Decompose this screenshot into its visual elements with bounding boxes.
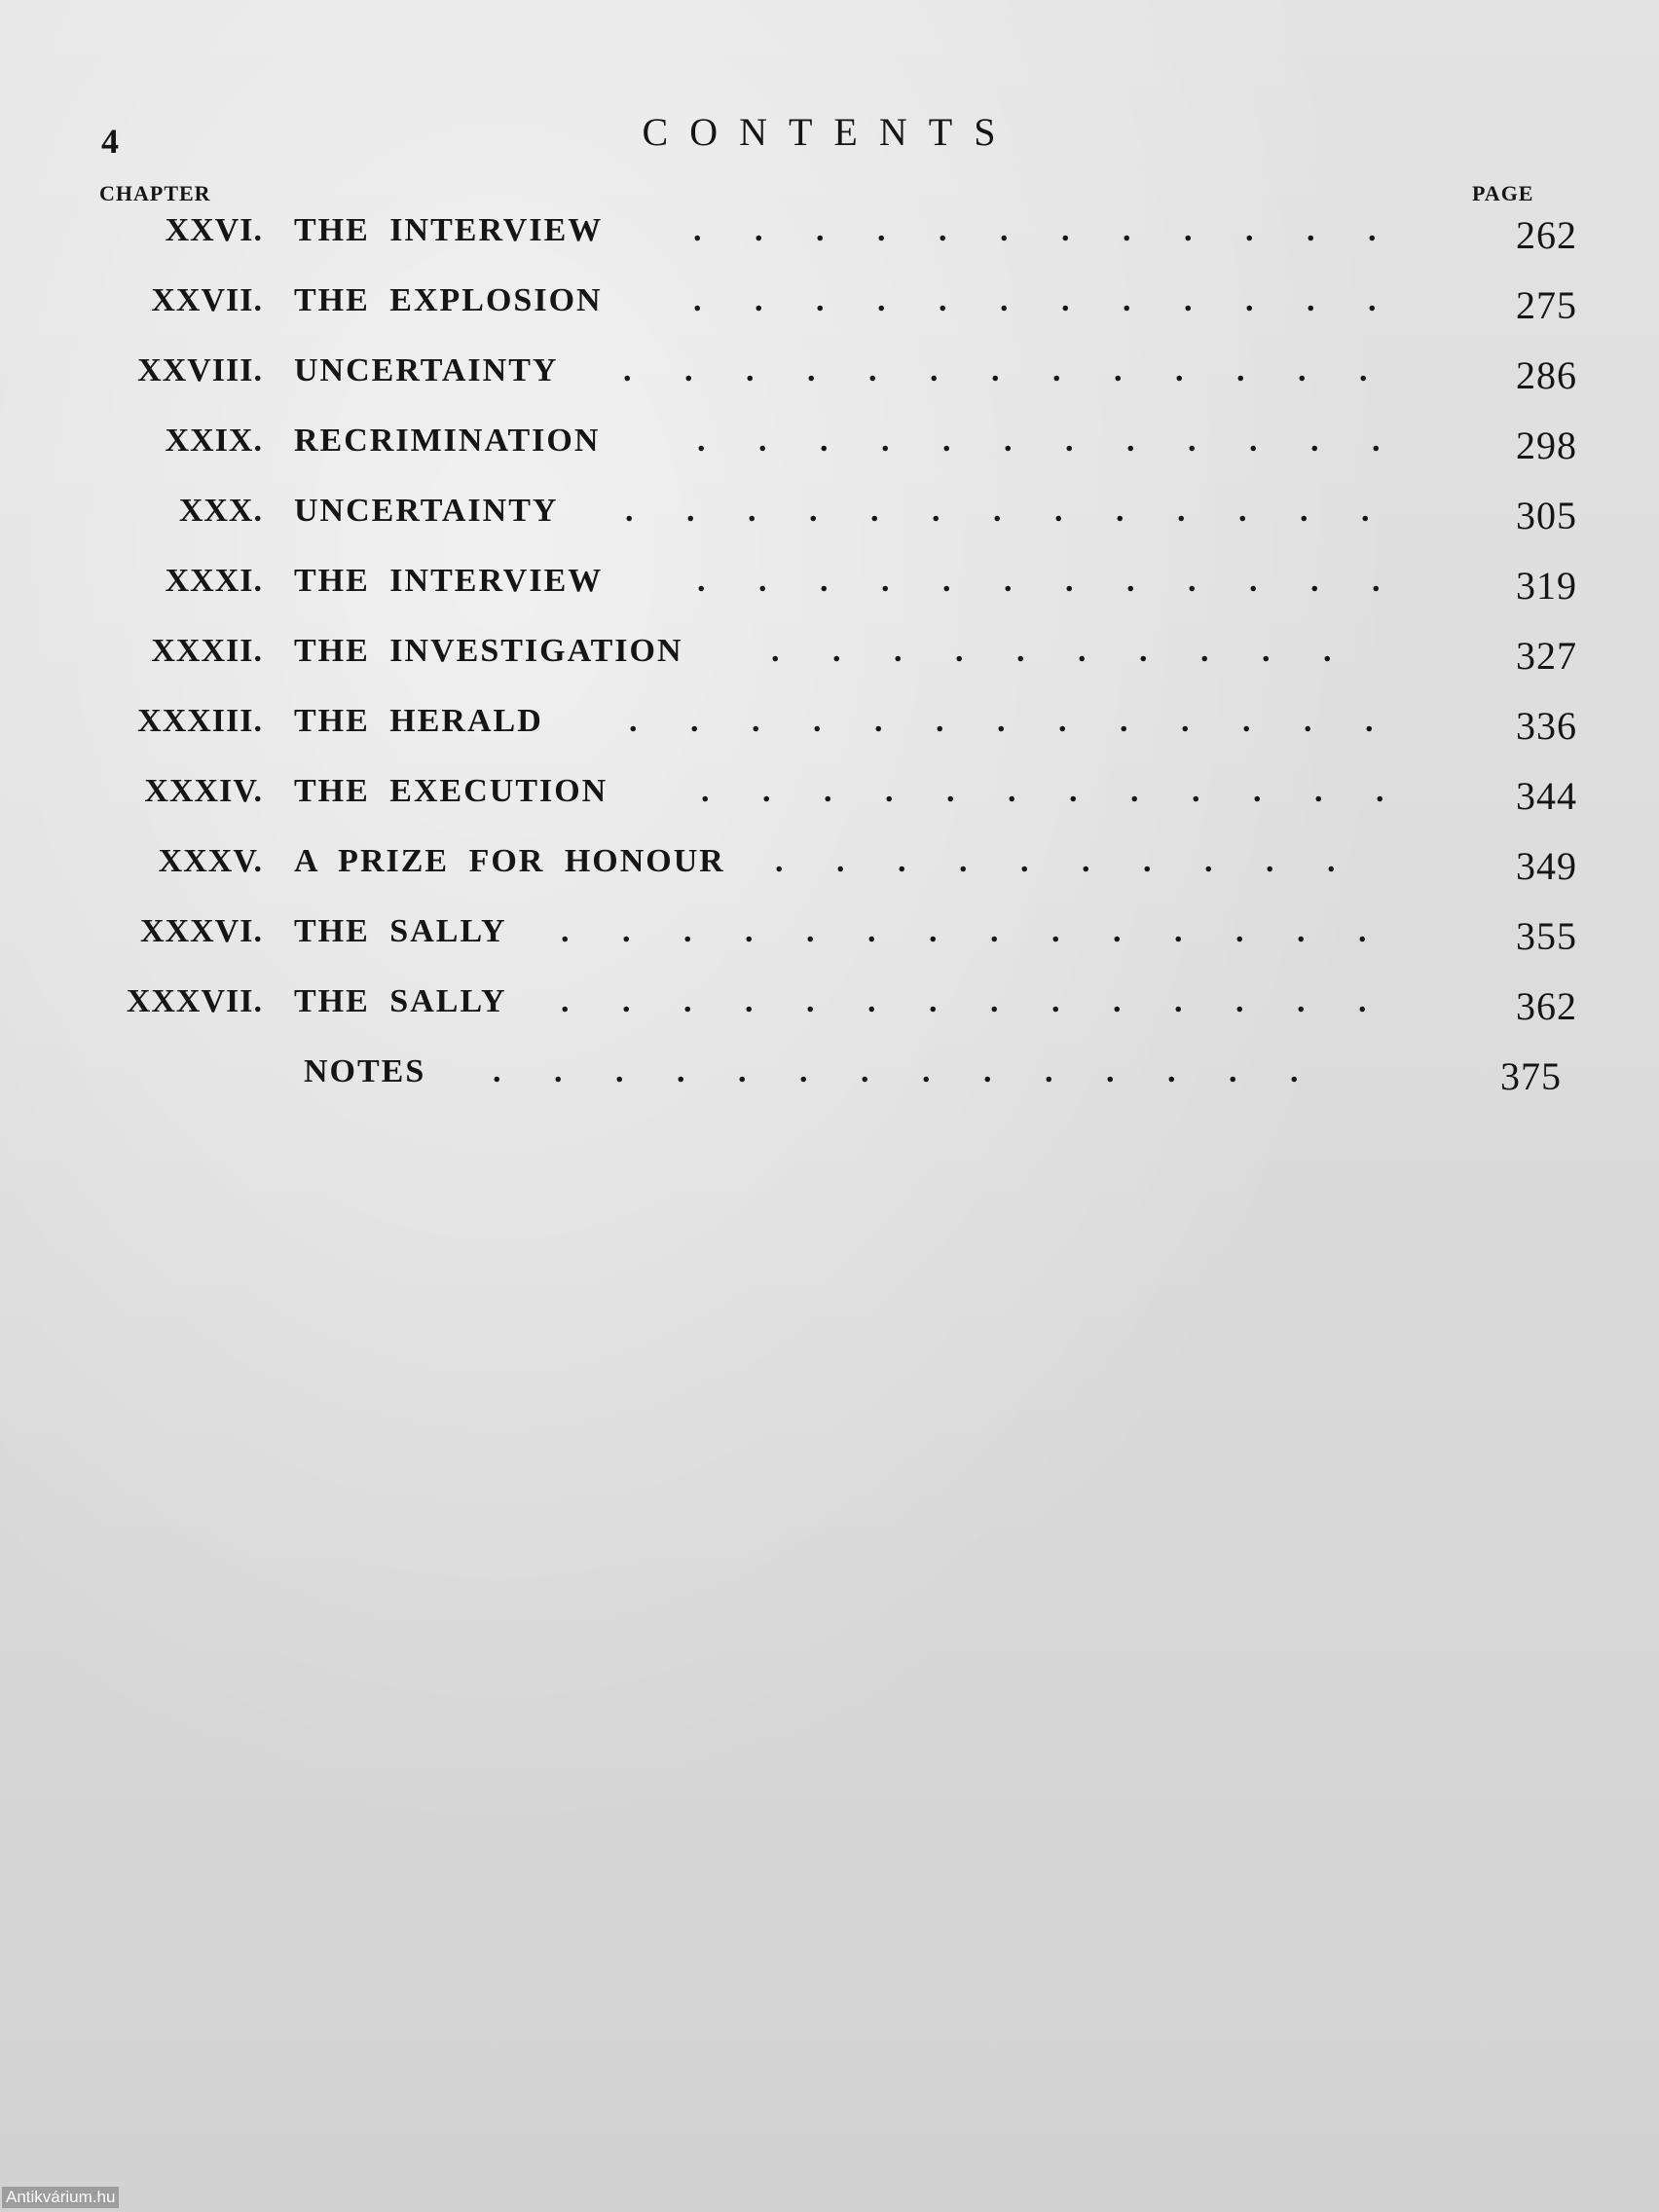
page-reference: 355 — [1516, 914, 1577, 958]
page-reference: 286 — [1516, 353, 1577, 397]
chapter-title: RECRIMINATION — [294, 423, 601, 459]
chapter-number: XXX. — [178, 493, 263, 529]
chapter-number: XXXVI. — [140, 913, 263, 949]
leader-dots: . . . . . . . . . . . . . — [629, 703, 1374, 739]
chapter-number: XXXIV. — [144, 773, 263, 809]
leader-dots: . . . . . . . . . . . . . . — [561, 913, 1367, 949]
leader-dots: . . . . . . . . . . . . . . — [561, 983, 1367, 1019]
toc-entry — [0, 352, 1659, 423]
chapter-title: NOTES — [304, 1053, 426, 1089]
leader-dots: . . . . . . . . . . . . — [693, 282, 1377, 318]
leader-dots: . . . . . . . . . . — [775, 843, 1336, 879]
chapter-number: XXIX. — [165, 423, 263, 459]
chapter-number: XXXI. — [165, 563, 263, 599]
page-number: 4 — [101, 122, 119, 161]
leader-dots: . . . . . . . . . . . . — [697, 423, 1381, 459]
page-reference: 344 — [1516, 774, 1577, 818]
chapter-title: THE INTERVIEW — [294, 563, 604, 599]
toc-entry — [0, 282, 1659, 352]
chapter-number: XXXII. — [151, 633, 263, 669]
chapter-title: THE INVESTIGATION — [294, 633, 683, 669]
toc-entry — [0, 1053, 1659, 1124]
leader-dots: . . . . . . . . . . . . — [693, 212, 1377, 248]
page-reference: 262 — [1516, 213, 1577, 257]
page-reference: 336 — [1516, 704, 1577, 748]
chapter-number: XXXV. — [158, 843, 263, 879]
toc-entry — [0, 913, 1659, 983]
page-reference: 305 — [1516, 494, 1577, 537]
leader-dots: . . . . . . . . . . . . . — [623, 352, 1368, 388]
chapter-title: THE SALLY — [294, 983, 507, 1019]
watermark: Antikvárium.hu — [2, 2187, 119, 2208]
toc-entry — [0, 212, 1659, 282]
chapter-title: UNCERTAINTY — [294, 352, 559, 388]
chapter-title: A PRIZE FOR HONOUR — [294, 843, 725, 879]
chapter-column-label: CHAPTER — [99, 181, 211, 205]
page-reference: 349 — [1516, 844, 1577, 888]
toc-entry — [0, 423, 1659, 493]
chapter-title: THE EXPLOSION — [294, 282, 603, 318]
chapter-number: XXVIII. — [137, 352, 263, 388]
chapter-number: XXVI. — [165, 212, 263, 248]
chapter-title: UNCERTAINTY — [294, 493, 559, 529]
toc-entry — [0, 703, 1659, 773]
toc-entry — [0, 983, 1659, 1053]
toc-entry — [0, 633, 1659, 703]
chapter-title: THE HERALD — [294, 703, 543, 739]
chapter-number: XXXIII. — [137, 703, 263, 739]
page-reference: 375 — [1500, 1054, 1562, 1098]
leader-dots: . . . . . . . . . . . . — [697, 563, 1381, 599]
page-reference: 327 — [1516, 634, 1577, 678]
page-reference: 362 — [1516, 984, 1577, 1028]
toc-entry — [0, 493, 1659, 563]
leader-dots: . . . . . . . . . . . . . . — [493, 1053, 1299, 1089]
chapter-title: THE INTERVIEW — [294, 212, 604, 248]
page-column-label: PAGE — [1472, 181, 1534, 205]
chapter-title: THE SALLY — [294, 913, 507, 949]
page-title: CONTENTS — [642, 110, 1017, 154]
page-reference: 298 — [1516, 424, 1577, 467]
toc-entry — [0, 563, 1659, 633]
page-reference: 319 — [1516, 564, 1577, 608]
toc-entry — [0, 843, 1659, 913]
leader-dots: . . . . . . . . . . . . . — [625, 493, 1370, 529]
page-reference: 275 — [1516, 283, 1577, 327]
toc-entry — [0, 773, 1659, 843]
leader-dots: . . . . . . . . . . — [771, 633, 1332, 669]
table-of-contents — [0, 212, 1659, 1124]
chapter-number: XXVII. — [151, 282, 263, 318]
chapter-title: THE EXECUTION — [294, 773, 608, 809]
leader-dots: . . . . . . . . . . . . — [701, 773, 1384, 809]
chapter-number: XXXVII. — [126, 983, 263, 1019]
